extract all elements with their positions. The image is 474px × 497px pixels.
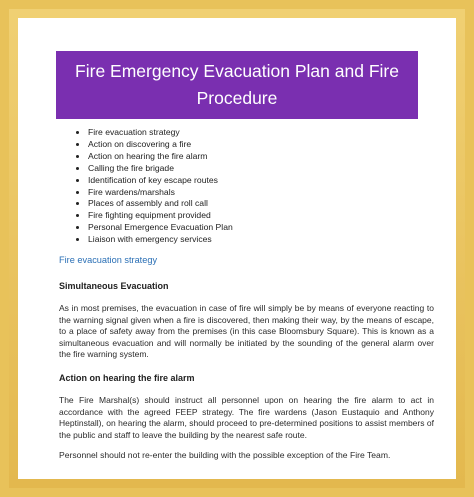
contents-item: • Personal Emergence Evacuation Plan bbox=[88, 222, 233, 234]
title-banner bbox=[56, 51, 418, 119]
contents-item: • Calling the fire brigade bbox=[88, 163, 233, 175]
contents-item: • Action on discovering a fire bbox=[88, 139, 233, 151]
contents-item: • Fire fighting equipment provided bbox=[88, 210, 233, 222]
contents-item: • Fire wardens/marshals bbox=[88, 187, 233, 199]
paragraph-simultaneous-evacuation: As in most premises, the evacuation in case of fire will simply be by means of everyone reacting to the warning signal given when a fire is discovered, then making their way, by the means of escape, to a place of safety away from the premises (in this case Bloomsbury Square). This is known as a simultaneous evacuation and will normally be initiated by the sounding of the general alarm over the fire warning system. bbox=[59, 303, 434, 360]
contents-item: • Fire evacuation strategy bbox=[88, 127, 233, 139]
contents-list bbox=[74, 127, 233, 246]
title-line-2: Procedure bbox=[196, 88, 278, 108]
section-heading: Fire evacuation strategy bbox=[59, 255, 158, 265]
contents-item: • Liaison with emergency services bbox=[88, 234, 233, 246]
subsection-heading-fire-alarm: Action on hearing the fire alarm bbox=[59, 373, 195, 383]
contents-item: • Action on hearing the fire alarm bbox=[88, 151, 233, 163]
contents-item: • Places of assembly and roll call bbox=[88, 198, 233, 210]
title-line-1: Fire Emergency Evacuation Plan and Fire bbox=[75, 61, 399, 81]
paragraph-re-entry: Personnel should not re-enter the building with the possible exception of the Fire Team. bbox=[59, 450, 391, 460]
paragraph-fire-alarm: The Fire Marshal(s) should instruct all personnel upon on hearing the fire alarm to act in accordance with the agreed FEEP strategy. The fire wardens (Jason Eustaquio and Anthony Heptinstall), on hearing the alarm, should proceed to pre-determined positions to assist members of the public and staff to leave the building by the nearest safe route. bbox=[59, 395, 434, 440]
subsection-heading-simultaneous: Simultaneous Evacuation bbox=[59, 281, 169, 291]
contents-item: • Identification of key escape routes bbox=[88, 175, 233, 187]
document-page bbox=[18, 18, 456, 479]
